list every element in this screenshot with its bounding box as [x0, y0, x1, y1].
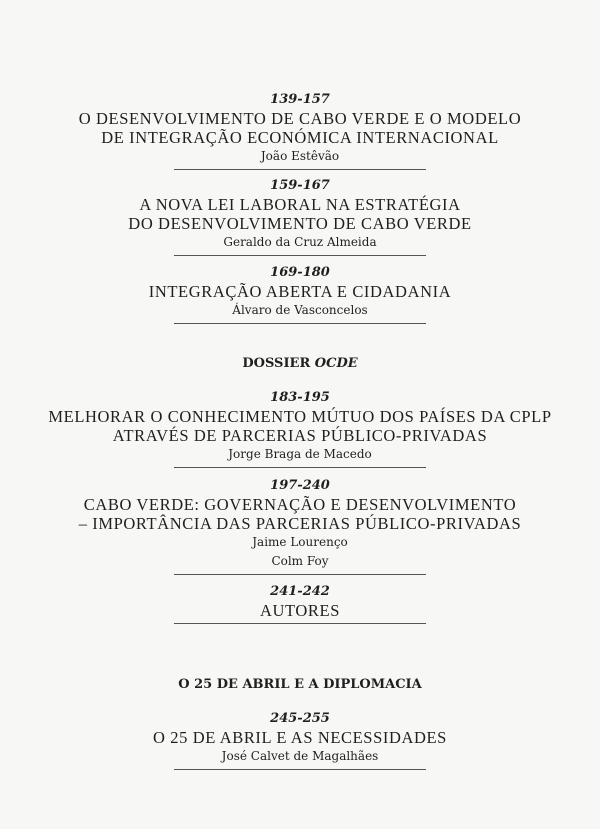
divider [174, 323, 426, 324]
article-title-line: O 25 DE ABRIL E AS NECESSIDADES [153, 728, 447, 747]
author-name: José Calvet de Magalhães [221, 749, 379, 763]
divider [174, 255, 426, 256]
divider [174, 169, 426, 170]
section-prefix: DOSSIER [242, 356, 311, 371]
toc-entry [0, 389, 600, 468]
page-range: 159-167 [270, 178, 330, 193]
toc-entry [0, 710, 600, 770]
divider [174, 769, 426, 770]
page-range: 245-255 [270, 711, 330, 726]
section-heading-abril [0, 676, 600, 694]
article-title-line: ATRAVÉS DE PARCERIAS PÚBLICO-PRIVADAS [112, 426, 488, 445]
article-title-line: DO DESENVOLVIMENTO DE CABO VERDE [128, 214, 472, 233]
article-title-line: INTEGRAÇÃO ABERTA E CIDADANIA [148, 282, 452, 301]
article-title-line: MELHORAR O CONHECIMENTO MÚTUO DOS PAÍSES DA CPLP [48, 407, 552, 426]
article-title-line: – IMPORTÂNCIA DAS PARCERIAS PÚBLICO-PRIVADAS [78, 514, 522, 533]
page-range: 139-157 [270, 92, 330, 107]
author-name: João Estêvão [260, 149, 340, 163]
author-name: Álvaro de Vasconcelos [232, 303, 368, 317]
divider [174, 623, 426, 624]
article-title-line: AUTORES [260, 601, 340, 620]
page-range: 197-240 [270, 478, 330, 493]
toc-entry [0, 177, 600, 256]
article-title-line: O DESENVOLVIMENTO DE CABO VERDE E O MODELO [78, 109, 522, 128]
divider [174, 467, 426, 468]
toc-entry [0, 91, 600, 170]
toc-entry [0, 583, 600, 624]
author-name: Jaime Lourenço [252, 535, 348, 549]
author-name: Jorge Braga de Macedo [228, 447, 372, 461]
toc-entry [0, 264, 600, 324]
page-range: 169-180 [270, 265, 330, 280]
divider [174, 574, 426, 575]
author-name: Colm Foy [271, 554, 329, 568]
section-heading-dossier [0, 355, 600, 373]
article-title-line: DE INTEGRAÇÃO ECONÓMICA INTERNACIONAL [101, 128, 499, 147]
page-range: 183-195 [270, 390, 330, 405]
section-title: O 25 DE ABRIL E A DIPLOMACIA [178, 677, 422, 692]
page-range: 241-242 [270, 584, 330, 599]
author-name: Geraldo da Cruz Almeida [223, 235, 377, 249]
section-name: OCDE [314, 356, 358, 371]
toc-entry [0, 477, 600, 575]
article-title-line: A NOVA LEI LABORAL NA ESTRATÉGIA [139, 195, 461, 214]
article-title-line: CABO VERDE: GOVERNAÇÃO E DESENVOLVIMENTO [83, 495, 517, 514]
